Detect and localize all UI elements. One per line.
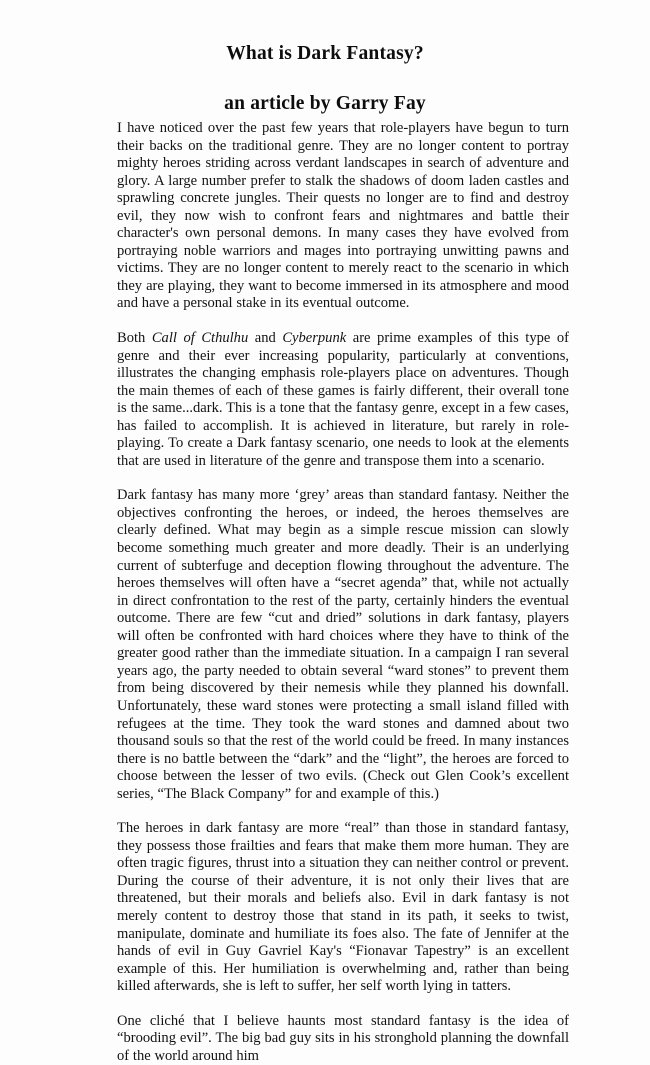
page-title: What is Dark Fantasy? xyxy=(226,43,424,64)
game-title-cyberpunk: Cyberpunk xyxy=(282,330,347,347)
paragraph-2-conjunction: and xyxy=(248,330,283,347)
paragraph-2 xyxy=(117,330,569,470)
paragraph-1: I have noticed over the past few years that role-players have begun to turn their backs on the traditional genre. They are no longer content to portray mighty heroes striding across verdant landscapes in search of adventure and glory. A large number prefer to stalk the shadows of doom laden castles and sprawling concrete jungles. Their quests no longer are to find and destroy evil, they now wish to confront fears and nightmares and battle their character's own personal demons. In many cases they have evolved from portraying noble warriors and mages into portraying unwitting pawns and victims. They are no longer content to merely react to the scenario in which they are playing, they want to become immersed in its atmosphere and mood and have a personal stake in its eventual outcome. xyxy=(117,120,569,312)
paragraph-2-lead: Both xyxy=(117,330,152,347)
game-title-call-of-cthulhu: Call of Cthulhu xyxy=(151,330,249,347)
paragraph-3: Dark fantasy has many more ‘grey’ areas than standard fantasy. Neither the objectives confronting the heroes, or indeed, the heroes themselves are clearly defined. What may begin as a simple rescue mission can slowly become something much greater and more deadly. Their is an underlying current of subterfuge and deception flowing throughout the adventure. The heroes themselves will often have a “secret agenda” that, while not actually in direct confrontation to the rest of the party, certainly hinders the eventual outcome. There are few “cut and dried” solutions in dark fantasy, players will often be confronted with hard choices where they have to think of the greater good rather than the immediate situation. In a campaign I ran several years ago, the party needed to obtain several “ward stones” to prevent them from being discovered by their nemesis while they planned his downfall. Unfortunately, these ward stones were protecting a small island filled with refugees at the time. They took the ward stones and damned about two thousand souls so that the rest of the world could be freed. In many instances there is no battle between the “dark” and the “light”, the heroes are forced to choose between the lesser of two evils. (Check out Glen Cook’s excellent series, “The Black Company” for and example of this.) xyxy=(117,487,569,802)
article-byline: an article by Garry Fay xyxy=(224,93,426,115)
document-headings xyxy=(0,0,650,117)
article-body xyxy=(117,120,569,1065)
paragraph-5: One cliché that I believe haunts most standard fantasy is the idea of “brooding evil”. The big bad guy sits in his stronghold planning the downfall of the world around him xyxy=(117,1012,569,1064)
paragraph-4: The heroes in dark fantasy are more “real” than those in standard fantasy, they possess those frailties and fears that make them more human. They are often tragic figures, thrust into a situation they can neither control or prevent. During the course of their adventure, it is not only their lives that are threatened, but their morals and beliefs also. Evil in dark fantasy is not merely content to destroy those that stand in its path, it seeks to twist, manipulate, dominate and humiliate its foes also. The fate of Jennifer at the hands of evil in Guy Gavriel Kay's “Fionavar Tapestry” is an excellent example of this. Her humiliation is overwhelming and, rather than being killed afterwards, she is left to suffer, her self worth lying in tatters. xyxy=(117,820,569,995)
paragraph-2-rest: are prime examples of this type of genre and their ever increasing popularity, particularly at conventions, illustrates the changing emphasis role-players place on adventures. Though the main themes of each of these games is fairly different, their overall tone is the same...dark. This is a tone that the fantasy genre, except in a few cases, has failed to accomplish. It is achieved in literature, but rarely in role-playing. To create a Dark fantasy scenario, one needs to look at the elements that are used in literature of the genre and transpose them into a scenario. xyxy=(117,330,570,469)
